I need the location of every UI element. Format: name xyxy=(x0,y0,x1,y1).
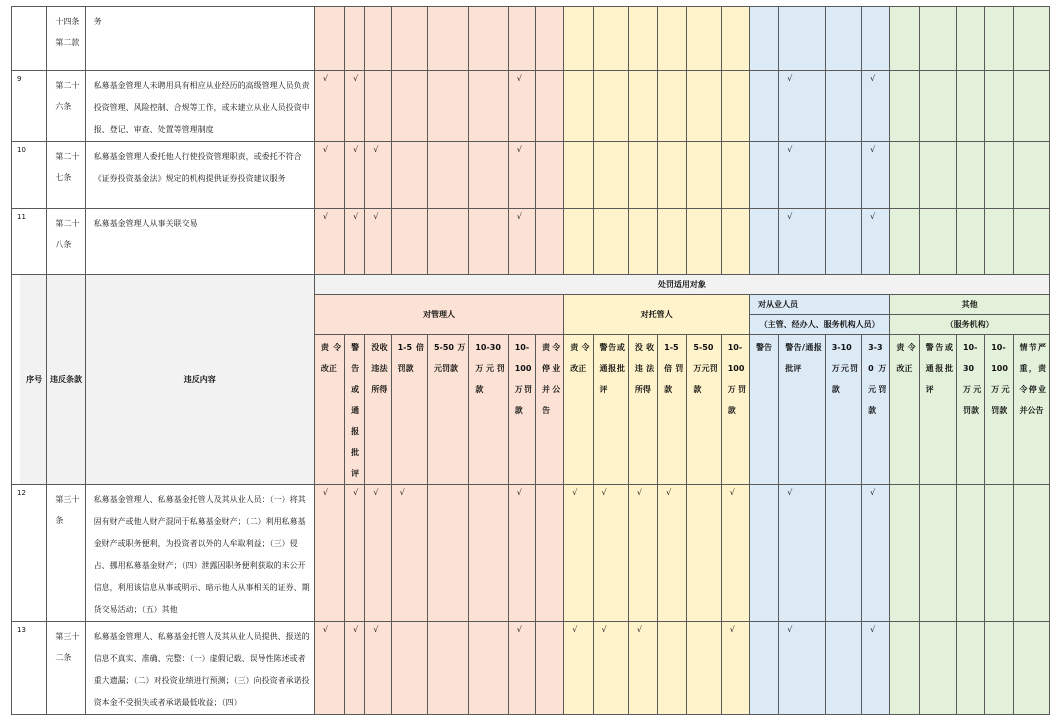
header-subcolumn: 责令改正 xyxy=(564,335,593,485)
penalty-mark-cell xyxy=(750,7,779,71)
header-subcolumn: 没收违法所得 xyxy=(365,335,391,485)
penalty-mark-cell xyxy=(365,7,391,71)
row-clause: 第三十条 xyxy=(47,485,85,622)
penalty-mark-cell xyxy=(535,209,563,275)
penalty-mark-cell xyxy=(391,7,427,71)
penalty-mark-cell xyxy=(721,71,749,142)
header-subcolumn: 责令改正 xyxy=(314,335,344,485)
penalty-mark-cell xyxy=(919,209,956,275)
penalty-mark-cell xyxy=(427,209,468,275)
penalty-mark-cell xyxy=(890,209,919,275)
penalty-mark-cell xyxy=(593,7,628,71)
penalty-mark-cell xyxy=(658,71,687,142)
row-number xyxy=(12,7,47,71)
penalty-mark-cell xyxy=(658,622,687,715)
penalty-mark-cell xyxy=(721,142,749,209)
penalty-mark-cell xyxy=(985,142,1013,209)
header-subcolumn: 警告/通报批评 xyxy=(779,335,825,485)
penalty-mark-cell xyxy=(985,622,1013,715)
row-number: 11 xyxy=(12,209,47,275)
penalty-mark-cell xyxy=(593,142,628,209)
header-subcolumn: 责令停业并公告 xyxy=(535,335,563,485)
penalty-mark-cell xyxy=(919,71,956,142)
penalty-mark-cell: √ xyxy=(564,485,593,622)
header-group-custodian: 对托管人 xyxy=(564,295,750,335)
header-subcolumn: 3-10万元罚款 xyxy=(825,335,861,485)
penalty-mark-cell xyxy=(427,142,468,209)
penalty-mark-cell xyxy=(825,209,861,275)
penalty-mark-cell: √ xyxy=(508,485,535,622)
header-subcolumn: 10-30万元罚款 xyxy=(469,335,508,485)
penalty-mark-cell xyxy=(956,622,984,715)
penalty-mark-cell: √ xyxy=(508,142,535,209)
penalty-mark-cell xyxy=(919,622,956,715)
penalty-mark-cell: √ xyxy=(779,209,825,275)
penalty-mark-cell xyxy=(779,7,825,71)
header-subcolumn: 警告或通报批评 xyxy=(345,335,365,485)
header-subcolumn: 责令改正 xyxy=(890,335,919,485)
header-subcolumn: 警告或通报批评 xyxy=(593,335,628,485)
penalty-mark-cell xyxy=(1013,71,1050,142)
header-subcolumn: 1-5倍罚款 xyxy=(391,335,427,485)
row-content: 私募基金管理人、私募基金托管人及其从业人员：（一）将其固有财产或他人财产混同于私募基金财产；（二）利用私募基金财产或职务便利，为投资者以外的人牟取利益；（三）侵占、挪用私募基金财产；（四）泄露因职务便利获取的未公开信息，利用该信息从事或明示、暗示他人从事相关的证券、期货交易活动；（五）其他 xyxy=(85,485,314,622)
penalty-mark-cell xyxy=(345,7,365,71)
penalty-mark-cell xyxy=(1013,7,1050,71)
penalty-mark-cell xyxy=(628,7,657,71)
header-subcolumn: 5-50万元罚款 xyxy=(427,335,468,485)
penalty-mark-cell xyxy=(628,71,657,142)
penalty-mark-cell xyxy=(919,7,956,71)
penalty-mark-cell xyxy=(535,7,563,71)
penalty-mark-cell: √ xyxy=(345,485,365,622)
penalty-mark-cell xyxy=(564,209,593,275)
header-subcolumn: 警告或通报批评 xyxy=(919,335,956,485)
penalty-mark-cell: √ xyxy=(314,622,344,715)
penalty-mark-cell xyxy=(687,485,721,622)
penalty-mark-cell xyxy=(593,209,628,275)
header-group-staff: 对从业人员 xyxy=(750,295,890,315)
penalty-mark-cell xyxy=(564,7,593,71)
penalty-mark-cell: √ xyxy=(345,622,365,715)
penalty-mark-cell: √ xyxy=(721,485,749,622)
penalty-mark-cell xyxy=(469,209,508,275)
penalty-mark-cell xyxy=(890,7,919,71)
penalty-mark-cell: √ xyxy=(508,209,535,275)
row-content: 私募基金管理人委托他人行使投资管理职责，或委托不符合《证券投资基金法》规定的机构提供证券投资建议服务 xyxy=(85,142,314,209)
header-clause: 违反条款 xyxy=(47,275,85,485)
penalty-mark-cell: √ xyxy=(365,485,391,622)
penalty-mark-cell xyxy=(919,485,956,622)
penalty-mark-cell xyxy=(687,142,721,209)
row-clause: 十四条第二款 xyxy=(47,7,85,71)
penalty-mark-cell xyxy=(687,209,721,275)
penalty-mark-cell xyxy=(628,209,657,275)
row-number: 10 xyxy=(12,142,47,209)
table-row xyxy=(12,622,1050,715)
penalty-mark-cell: √ xyxy=(779,142,825,209)
penalty-mark-cell xyxy=(825,7,861,71)
penalty-mark-cell xyxy=(890,622,919,715)
penalty-mark-cell xyxy=(427,485,468,622)
penalty-mark-cell xyxy=(658,7,687,71)
penalty-mark-cell: √ xyxy=(779,485,825,622)
penalty-mark-cell xyxy=(535,622,563,715)
penalty-mark-cell xyxy=(564,71,593,142)
penalty-mark-cell xyxy=(391,209,427,275)
penalty-mark-cell: √ xyxy=(314,71,344,142)
penalty-mark-cell xyxy=(750,485,779,622)
penalty-mark-cell xyxy=(535,71,563,142)
row-number: 13 xyxy=(12,622,47,715)
penalty-mark-cell: √ xyxy=(508,622,535,715)
penalty-mark-cell xyxy=(1013,485,1050,622)
penalty-mark-cell xyxy=(427,622,468,715)
penalty-mark-cell xyxy=(469,7,508,71)
penalty-mark-cell xyxy=(391,622,427,715)
penalty-mark-cell: √ xyxy=(628,485,657,622)
penalty-mark-cell xyxy=(687,71,721,142)
header-group-other-sub: （服务机构） xyxy=(890,315,1050,335)
penalty-mark-cell xyxy=(427,7,468,71)
penalty-mark-cell: √ xyxy=(593,485,628,622)
penalty-mark-cell xyxy=(721,209,749,275)
penalty-mark-cell xyxy=(1013,209,1050,275)
penalty-table xyxy=(11,6,1050,715)
table-row xyxy=(12,7,1050,71)
table-row xyxy=(12,209,1050,275)
penalty-mark-cell xyxy=(1013,142,1050,209)
header-penalty-targets: 处罚适用对象 xyxy=(314,275,1049,295)
penalty-mark-cell: √ xyxy=(721,622,749,715)
penalty-mark-cell: √ xyxy=(779,71,825,142)
header-row-top xyxy=(12,275,1050,295)
penalty-mark-cell xyxy=(890,71,919,142)
penalty-mark-cell xyxy=(825,622,861,715)
penalty-mark-cell xyxy=(365,71,391,142)
penalty-mark-cell xyxy=(469,485,508,622)
table-row xyxy=(12,485,1050,622)
header-subcolumn: 1-5倍罚款 xyxy=(658,335,687,485)
header-group-other: 其他 xyxy=(890,295,1050,315)
penalty-mark-cell: √ xyxy=(391,485,427,622)
table-row xyxy=(12,142,1050,209)
penalty-mark-cell: √ xyxy=(345,209,365,275)
penalty-mark-cell xyxy=(956,7,984,71)
penalty-mark-cell xyxy=(750,622,779,715)
header-subcolumn: 情节严重，责令停业并公告 xyxy=(1013,335,1050,485)
penalty-mark-cell xyxy=(890,142,919,209)
penalty-mark-cell: √ xyxy=(508,71,535,142)
row-clause: 第三十二条 xyxy=(47,622,85,715)
penalty-mark-cell xyxy=(985,7,1013,71)
header-content: 违反内容 xyxy=(85,275,314,485)
penalty-mark-cell xyxy=(391,71,427,142)
penalty-mark-cell xyxy=(985,209,1013,275)
penalty-mark-cell: √ xyxy=(862,485,890,622)
penalty-mark-cell xyxy=(687,622,721,715)
header-group-staff-sub: （主管、经办人、服务机构人员） xyxy=(750,315,890,335)
row-clause: 第二十七条 xyxy=(47,142,85,209)
penalty-mark-cell xyxy=(658,209,687,275)
header-subcolumn: 没收违法所得 xyxy=(628,335,657,485)
penalty-mark-cell xyxy=(825,71,861,142)
penalty-mark-cell: √ xyxy=(862,622,890,715)
penalty-mark-cell xyxy=(628,142,657,209)
header-subcolumn: 10-100万罚款 xyxy=(508,335,535,485)
header-group-manager: 对管理人 xyxy=(314,295,563,335)
penalty-mark-cell xyxy=(721,7,749,71)
penalty-mark-cell xyxy=(890,485,919,622)
penalty-mark-cell: √ xyxy=(658,485,687,622)
penalty-mark-cell: √ xyxy=(365,622,391,715)
row-content: 私募基金管理人未聘用具有相应从业经历的高级管理人员负责投资管理、风险控制、合规等工作，或未建立从业人员投资申报、登记、审查、处置等管理制度 xyxy=(85,71,314,142)
penalty-mark-cell: √ xyxy=(593,622,628,715)
penalty-mark-cell xyxy=(750,142,779,209)
header-subcolumn: 10-100万元罚款 xyxy=(985,335,1013,485)
penalty-mark-cell xyxy=(508,7,535,71)
penalty-mark-cell xyxy=(687,7,721,71)
penalty-mark-cell xyxy=(469,71,508,142)
penalty-mark-cell xyxy=(825,142,861,209)
table-row xyxy=(12,71,1050,142)
header-subcolumn: 10-100万罚款 xyxy=(721,335,749,485)
penalty-mark-cell: √ xyxy=(564,622,593,715)
penalty-mark-cell xyxy=(919,142,956,209)
penalty-mark-cell: √ xyxy=(862,209,890,275)
penalty-mark-cell xyxy=(985,485,1013,622)
header-subcolumn: 10-30万元罚款 xyxy=(956,335,984,485)
row-number: 9 xyxy=(12,71,47,142)
row-number: 12 xyxy=(12,485,47,622)
row-content: 私募基金管理人从事关联交易 xyxy=(85,209,314,275)
row-clause: 第二十八条 xyxy=(47,209,85,275)
penalty-mark-cell xyxy=(535,142,563,209)
penalty-mark-cell: √ xyxy=(314,485,344,622)
penalty-mark-cell xyxy=(956,209,984,275)
header-seq: 序号 xyxy=(12,275,47,485)
penalty-mark-cell: √ xyxy=(365,142,391,209)
penalty-mark-cell xyxy=(469,142,508,209)
penalty-mark-cell: √ xyxy=(314,142,344,209)
header-subcolumn: 3-30万元罚款 xyxy=(862,335,890,485)
header-subcolumn: 警告 xyxy=(750,335,779,485)
penalty-mark-cell: √ xyxy=(862,71,890,142)
penalty-mark-cell xyxy=(314,7,344,71)
row-content: 私募基金管理人、私募基金托管人及其从业人员提供、报送的信息不真实、准确、完整：（一）虚假记载、误导性陈述或者重大遗漏；（二）对投资业绩进行预测；（三）向投资者承诺投资本金不受损失或者承诺最低收益；（四） xyxy=(85,622,314,715)
row-clause: 第二十六条 xyxy=(47,71,85,142)
penalty-mark-cell xyxy=(593,71,628,142)
penalty-mark-cell: √ xyxy=(862,142,890,209)
penalty-mark-cell xyxy=(391,142,427,209)
header-subcolumn: 5-50万元罚款 xyxy=(687,335,721,485)
penalty-mark-cell: √ xyxy=(628,622,657,715)
penalty-mark-cell xyxy=(658,142,687,209)
penalty-mark-cell xyxy=(985,71,1013,142)
penalty-mark-cell xyxy=(427,71,468,142)
penalty-mark-cell xyxy=(825,485,861,622)
penalty-mark-cell xyxy=(956,142,984,209)
penalty-mark-cell xyxy=(750,209,779,275)
penalty-mark-cell: √ xyxy=(365,209,391,275)
penalty-mark-cell xyxy=(1013,622,1050,715)
penalty-mark-cell xyxy=(469,622,508,715)
penalty-mark-cell xyxy=(956,71,984,142)
penalty-mark-cell xyxy=(564,142,593,209)
penalty-mark-cell xyxy=(956,485,984,622)
penalty-mark-cell: √ xyxy=(314,209,344,275)
penalty-mark-cell: √ xyxy=(345,142,365,209)
penalty-mark-cell xyxy=(862,7,890,71)
penalty-mark-cell: √ xyxy=(345,71,365,142)
penalty-mark-cell xyxy=(750,71,779,142)
penalty-mark-cell: √ xyxy=(779,622,825,715)
row-content: 务 xyxy=(85,7,314,71)
penalty-mark-cell xyxy=(535,485,563,622)
